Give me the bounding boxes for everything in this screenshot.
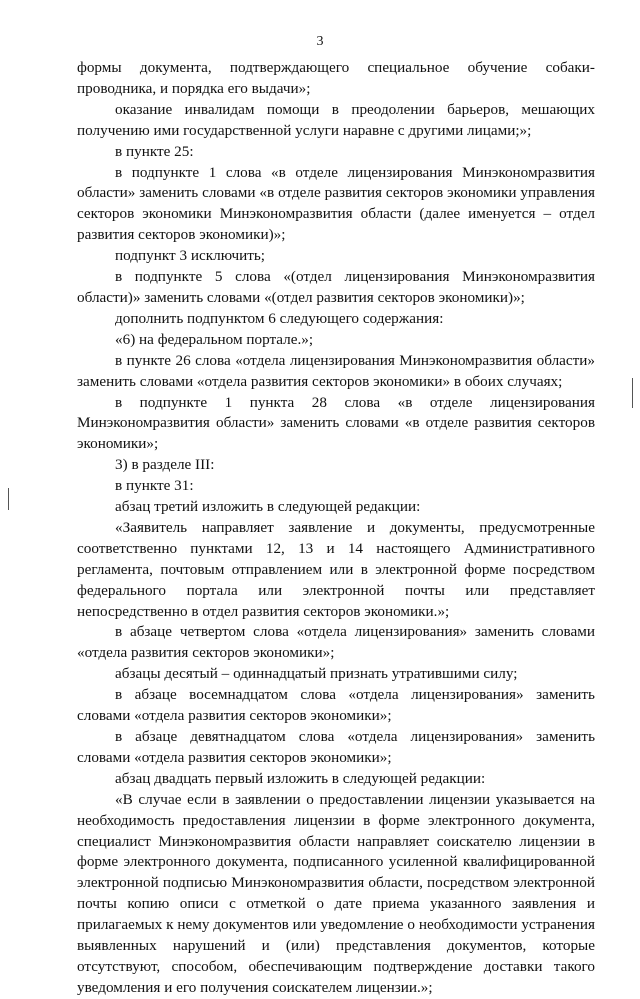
paragraph: абзац третий изложить в следующей редакции: <box>115 498 421 516</box>
paragraph: 3) в разделе III: <box>115 456 215 474</box>
paragraph: в подпункте 1 пункта 28 слова «в отделе лицензирования Минэкономразвития области» заменить словами «в отделе развития секторов экономики»; <box>77 393 595 453</box>
paragraph: в подпункте 1 слова «в отделе лицензирования Минэкономразвития области» заменить словами «в отделе развития секторов экономики управления секторов экономики Минэкономразвития области (далее именуется – отдел развития секторов экономики)»; <box>77 163 595 244</box>
paragraph: формы документа, подтверждающего специальное обучение собаки-проводника, и порядка его выдачи»; <box>77 59 595 97</box>
paragraph: оказание инвалидам помощи в преодолении барьеров, мешающих получению ими государственной услуги наравне с другими лицами;»; <box>77 100 595 139</box>
paragraph: в абзаце восемнадцатом слова «отдела лицензирования» заменить словами «отдела развития секторов экономики»; <box>77 686 595 725</box>
document-body <box>77 58 595 999</box>
paragraph: в пункте 31: <box>115 477 194 495</box>
paragraph: абзац двадцать первый изложить в следующей редакции: <box>115 769 486 787</box>
scan-margin-mark <box>8 488 9 510</box>
paragraph: в абзаце четвертом слова «отдела лицензирования» заменить словами «отдела развития секторов экономики»; <box>77 623 595 662</box>
paragraph: «Заявитель направляет заявление и документы, предусмотренные соответственно пунктами 12, 13 и 14 настоящего Административного регламента, почтовым отправлением или в электронной форме посредством федерального портала или электронной почты или представляет непосредственно в отдел развития секторов экономики.»; <box>77 518 595 620</box>
paragraph: подпункт 3 исключить; <box>115 247 266 265</box>
paragraph: в подпункте 5 слова «(отдел лицензирования Минэкономразвития области)» заменить словами «(отдел развития секторов экономики)»; <box>77 268 595 306</box>
paragraph: «В случае если в заявлении о предоставлении лицензии указывается на необходимость предоставления лицензии в форме электронного документа, специалист Минэкономразвития области направляет соискателю лицензии в форме электронного документа, подписанного усиленной квалифицированной электронной подписью Минэкономразвития области, посредством электронной почты копию описи с отметкой о дате приема указанного заявления и прилагаемых к нему документов или уведомление о необходимости устранения выявленных нарушений и (или) представления документов, которые отсутствуют, способом, обеспечивающим подтверждение доставки такого уведомления и его получения соискателем лицензии.»; <box>77 790 595 996</box>
page-number: 3 <box>316 34 324 49</box>
paragraph: абзацы десятый – одиннадцатый признать утратившими силу; <box>115 665 518 683</box>
paragraph: в абзаце девятнадцатом слова «отдела лицензирования» заменить словами «отдела развития секторов экономики»; <box>77 728 595 766</box>
paragraph: в пункте 26 слова «отдела лицензирования Минэкономразвития области» заменить словами «отдела развития секторов экономики» в обоих случаях; <box>77 351 595 390</box>
paragraph: «6) на федеральном портале.»; <box>115 330 314 348</box>
scan-margin-mark <box>632 378 633 408</box>
paragraph: в пункте 25: <box>115 142 194 160</box>
paragraph: дополнить подпунктом 6 следующего содержания: <box>115 309 444 327</box>
